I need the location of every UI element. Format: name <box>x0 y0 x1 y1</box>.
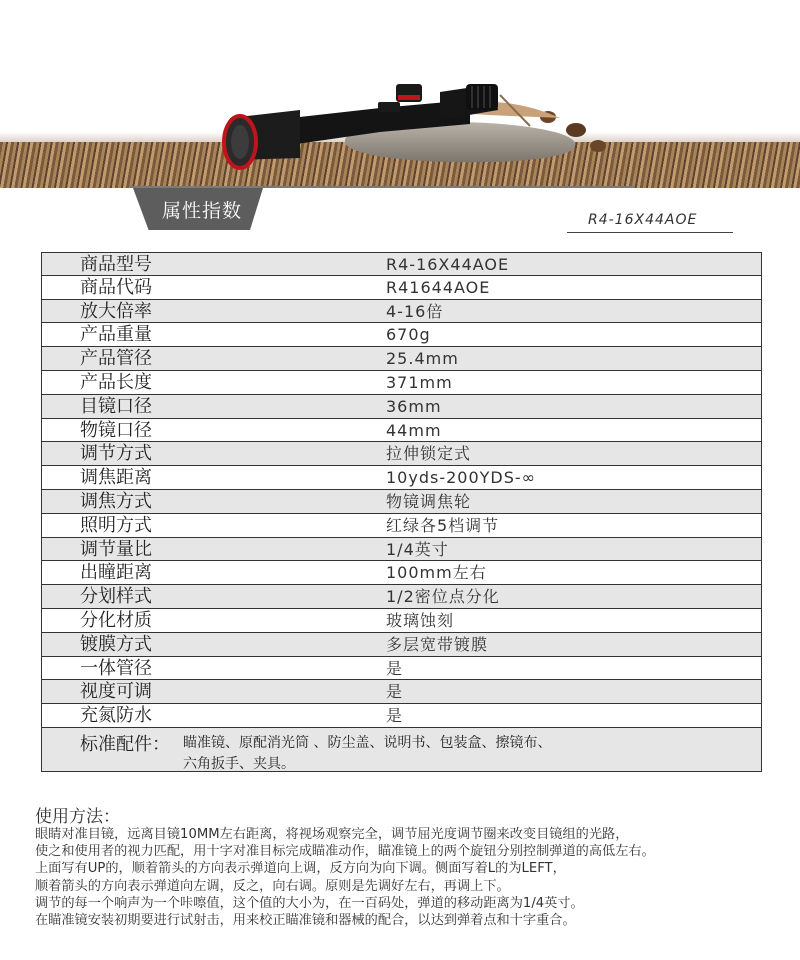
spec-table <box>41 252 762 772</box>
accessories-text <box>183 733 683 775</box>
spec-value: 10yds-200YDS-∞ <box>386 468 536 488</box>
spec-value: 36mm <box>386 396 442 416</box>
usage-title: 使用方法： <box>35 807 120 827</box>
table-row <box>41 442 762 466</box>
spec-label: 商品型号 <box>80 254 152 275</box>
usage-line: 在瞄准镜安装初期要进行试射击，用来校正瞄准镜和器械的配合，以达到弹着点和十字重合。 <box>35 913 576 929</box>
spec-label: 产品管径 <box>80 348 152 370</box>
spec-value: 红绿各5档调节 <box>386 515 500 535</box>
spec-label: 产品长度 <box>80 371 152 393</box>
spec-label: 调节方式 <box>80 443 152 465</box>
spec-label: 一体管径 <box>80 657 152 679</box>
spec-value: 25.4mm <box>386 349 459 369</box>
spec-label: 镀膜方式 <box>80 633 152 655</box>
usage-line: 调节的每一个响声为一个咔嚓值，这个值的大小为，在一百码处，弹道的移动距离为1/4英寸。 <box>35 895 584 911</box>
spec-value: 物镜调焦轮 <box>386 491 472 511</box>
spec-value: 1/4英寸 <box>386 539 449 559</box>
section-title: 属性指数 <box>162 200 243 222</box>
table-row <box>41 633 762 657</box>
spec-label: 产品重量 <box>80 324 152 346</box>
accessories-row <box>41 728 762 772</box>
spec-value: 100mm左右 <box>386 563 487 583</box>
table-row <box>41 347 762 371</box>
spec-label: 调焦距离 <box>80 467 152 489</box>
spec-value: 是 <box>386 682 404 702</box>
spec-label: 物镜口径 <box>80 419 152 441</box>
table-row <box>41 466 762 490</box>
table-row <box>41 395 762 419</box>
header-divider <box>130 186 635 188</box>
accessories-label: 标准配件： <box>80 733 170 755</box>
spec-value: 1/2密位点分化 <box>386 587 500 607</box>
spec-value: 44mm <box>386 420 442 440</box>
usage-line: 使之和使用者的视力匹配，用十字对准目标完成瞄准动作，瞄准镜上的两个旋钮分别控制弹道的高低左右。 <box>35 844 655 860</box>
spec-label: 充氮防水 <box>80 705 152 727</box>
table-row <box>41 252 762 276</box>
table-row <box>41 514 762 538</box>
spec-value: 拉伸锁定式 <box>386 444 472 464</box>
usage-line: 上面写有UP的，顺着箭头的方向表示弹道向上调，反方向为向下调。侧面写着L的为LEFT， <box>35 861 566 877</box>
spec-value: 4-16倍 <box>386 301 444 321</box>
spec-value: 670g <box>386 325 431 345</box>
usage-line: 眼睛对准目镜，远离目镜10MM左右距离，将视场观察完全，调节屈光度调节圈来改变目镜组的光路， <box>35 827 629 842</box>
product-photo <box>0 0 800 188</box>
spec-label: 调节量比 <box>80 538 152 560</box>
table-row <box>41 657 762 681</box>
table-row <box>41 490 762 514</box>
table-row <box>41 609 762 633</box>
table-row <box>41 704 762 728</box>
table-row <box>41 300 762 324</box>
spec-label: 分化材质 <box>80 609 152 631</box>
spec-label: 调焦方式 <box>80 490 152 512</box>
table-row <box>41 276 762 300</box>
table-row <box>41 585 762 609</box>
spec-value: R4-16X44AOE <box>386 255 510 274</box>
table-row <box>41 680 762 704</box>
spec-value: R41644AOE <box>386 277 491 297</box>
spec-value: 玻璃蚀刻 <box>386 610 455 630</box>
spec-label: 分划样式 <box>80 586 152 608</box>
table-row <box>41 419 762 443</box>
table-row <box>41 323 762 347</box>
spec-value: 是 <box>386 706 404 726</box>
accessories-line: 瞄准镜、原配消光筒 、防尘盖、说明书、包装盒、擦镜布、 <box>183 734 552 751</box>
usage-instructions <box>35 826 785 929</box>
spec-label: 出瞳距离 <box>80 562 152 584</box>
accessories-line: 六角扳手、夹具。 <box>183 755 295 772</box>
spec-label: 照明方式 <box>80 514 152 536</box>
riflescope-photo <box>0 0 800 188</box>
spec-value: 是 <box>386 658 404 678</box>
spec-label: 视度可调 <box>80 681 152 703</box>
model-caption: R4-16X44AOE <box>588 212 698 228</box>
spec-label: 放大倍率 <box>80 300 152 322</box>
spec-label: 目镜口径 <box>80 395 152 417</box>
table-row <box>41 538 762 562</box>
spec-label: 商品代码 <box>80 276 152 298</box>
usage-line: 顺着箭头的方向表示弹道向左调，反之，向右调。原则是先调好左右，再调上下。 <box>35 878 510 894</box>
table-row <box>41 561 762 585</box>
spec-value: 多层宽带镀膜 <box>386 634 489 654</box>
spec-value: 371mm <box>386 372 453 392</box>
table-row <box>41 371 762 395</box>
model-underline <box>567 232 733 233</box>
